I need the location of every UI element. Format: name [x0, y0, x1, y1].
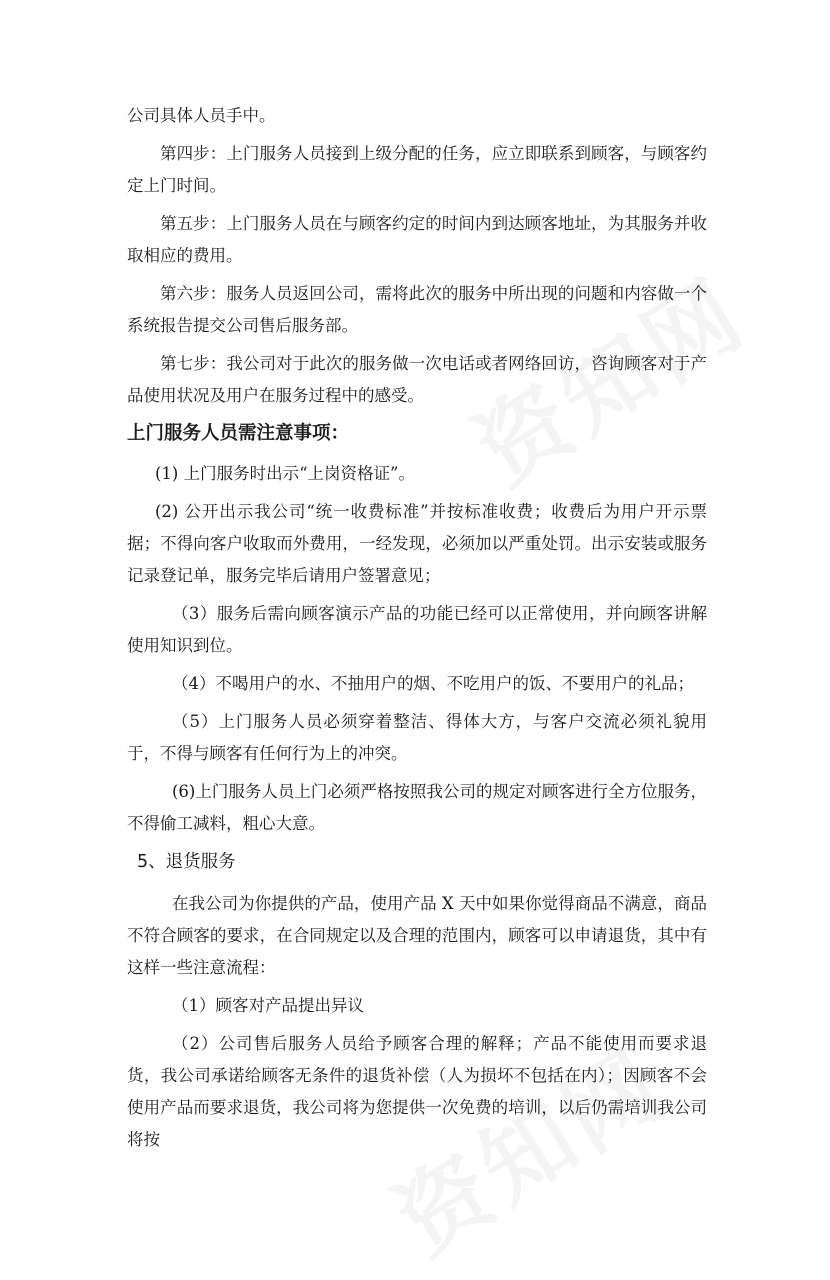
paragraph-step-7: 第七步：我公司对于此次的服务做一次电话或者网络回访，咨询顾客对于产品使用状况及用户在服务过程中的感受。: [127, 354, 707, 405]
paragraph-step-5: 第五步：上门服务人员在与顾客约定的时间内到达顾客地址，为其服务并收取相应的费用。: [127, 214, 707, 265]
section-heading-notes: 上门服务人员需注意事项：: [127, 423, 350, 444]
return-item-1: （1）顾客对产品提出异议: [172, 996, 364, 1015]
return-item-2: （2）公司售后服务人员给予顾客合理的解释；产品不能使用而要求退货，我公司承诺给顾客无条件的退货补偿（人为损坏不包括在内）；因顾客不会使用产品而要求退货，我公司将为您提供一次免费的培训，以后仍需培训我公司将按: [127, 1034, 707, 1149]
section-heading-return: 5、退货服务: [137, 852, 236, 872]
paragraph-step-6: 第六步：服务人员返回公司，需将此次的服务中所出现的问题和内容做一个系统报告提交公司售后服务部。: [127, 284, 707, 335]
paragraph-step-4: 第四步：上门服务人员接到上级分配的任务，应立即联系到顾客，与顾客约定上门时间。: [127, 144, 707, 195]
paragraph-intro: 公司具体人员手中。: [127, 106, 276, 125]
paragraph-return: 在我公司为你提供的产品，使用产品 X 天中如果你觉得商品不满意，商品不符合顾客的要求，在合同规定以及合理的范围内，顾客可以申请退货，其中有这样一些注意流程：: [127, 894, 707, 977]
note-item-6: (6)上门服务人员上门必须严格按照我公司的规定对顾客进行全方位服务，不得偷工减料，粗心大意。: [127, 782, 707, 833]
note-item-1: (1) 上门服务时出示“上岗资格证”。: [155, 464, 415, 483]
note-item-5: （5）上门服务人员必须穿着整洁、得体大方，与客户交流必须礼貌用于，不得与顾客有任何行为上的冲突。: [127, 712, 707, 763]
note-item-2: (2) 公开出示我公司“统一收费标准”并按标准收费；收费后为用户开示票据；不得向客户收取而外费用，一经发现，必须加以严重处罚。出示安装或服务记录登记单，服务完毕后请用户签署意见；: [127, 502, 707, 585]
note-item-3: （3）服务后需向顾客演示产品的功能已经可以正常使用，并向顾客讲解使用知识到位。: [127, 604, 707, 655]
document-body: [127, 100, 707, 1162]
note-item-4: （4）不喝用户的水、不抽用户的烟、不吃用户的饭、不要用户的礼品；: [172, 674, 694, 693]
